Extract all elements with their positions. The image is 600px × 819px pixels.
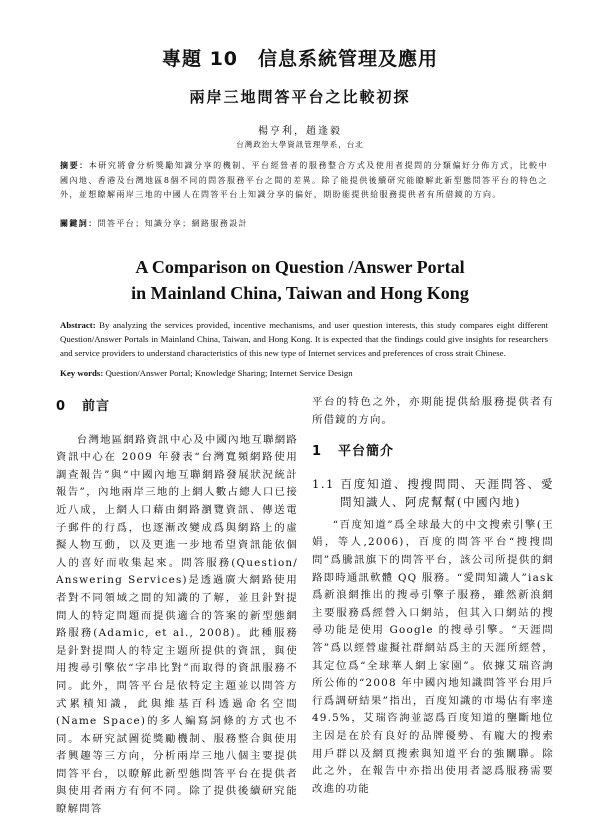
keywords-cn-text: 問答平台；知識分享；網路服務設計 (97, 219, 249, 228)
abstract-en-label: Abstract: (60, 320, 96, 330)
abstract-cn-text: 本研究將會分析獎勵知識分享的機制、平台經營者的服務整合方式及使用者提問的分類偏好分佈方式，比較中國內地、香港及台灣地區8個不同的問答服務平台之間的差異。除了能提供後續研究能瞭解此新型態問答平台的特色之外，並想瞭解兩岸三地的中國人在問答平台上知識分享的偏好，期盼能提供給服務提供者有所借鏡的方向。 (60, 161, 548, 199)
intro-paragraph: 台灣地區網路資訊中心及中國內地互聯網路資訊中心在 2009 年發表“台灣寬頻網路使用調查報告”與“中國內地互聯網路發展狀況統計報告”，內地兩岸三地的上網人數占總人口已接近八成，上網人口藉由網路瀏覽資訊、傳送電子郵件的行爲，也逐漸改變成爲與網路上的虛擬人物互動，以及更進一步地希望資訊能依個人的喜好而收集起來。問答服務(Question/ Answering Services)是透過廣大網路使用者對不同領域之間的知識的了解，並且針對提問人的特定問題而提供適合的答案的新型態網路服務(Adamic, et al., 2008)。此種服務是針對提問人的特定主題所提供的資訊，與使用搜尋引擎依“字串比對”而取得的資訊服務不同。此外，問答平台是依特定主題並以問答方式累積知識，此與維基百科透過命名空間(Name Space)的多人編寫詞條的方式也不同。本研究試圖從獎勵機制、服務整合與使用者興趣等三方向，分析兩岸三地八個主要提供問答平台，以瞭解此新型態問答平台在提供者與使用者兩方有何不同。除了提供後續研究能瞭解問答 (56, 433, 298, 816)
title-en-line1: A Comparison on Question /Answer Portal (135, 257, 465, 277)
keywords-en (60, 368, 353, 378)
subsection-number: 1.1 (312, 476, 335, 491)
section-number: 1 (312, 444, 323, 460)
abstract-cn (60, 158, 548, 203)
keywords-cn-label: 關鍵詞： (60, 218, 98, 228)
intro-paragraph-continued: 平台的特色之外，亦期能提供給服務提供者有所借鏡的方向。 (312, 396, 554, 426)
section-number: 0 (56, 399, 67, 414)
keywords-en-text: Question/Answer Portal; Knowledge Sharing; Internet Service Design (105, 368, 353, 378)
platform-paragraph: “百度知道”爲全球最大的中文搜索引擎(王娟，等人,2006)，百度的問答平台“搜搜問問”爲騰訊旗下的問答平台，該公司所提供的網路即時通訊軟體 QQ 服務。“愛問知識人”iask 爲新浪網推出的搜尋引擎子服務，雖然新浪網主要服務爲經營入口網站，但其入口網站的搜尋功能是使用 Google 的搜尋引擎。“天涯問答”爲以經營虛擬社群網站爲主的天涯所經營，其定位爲“全球華人網上家園”。依據艾瑞咨詢所公佈的“2008 年中國內地知識問答平台用戶行爲調研結果”指出，百度知識的市場佔有率達 49.5%，艾瑞咨詢並認爲百度知道的壟斷地位主因是在於有良好的品牌優勢、有龐大的搜索用戶群以及網頁搜索與知道平台的強關聯。除此之外，在報告中亦指出使用者認爲服務需要改進的功能 (312, 518, 554, 795)
section-1-heading (312, 443, 554, 461)
right-column (312, 394, 554, 798)
topic-heading (0, 44, 600, 71)
section-title: 平台簡介 (338, 444, 395, 460)
topic-number: 專題 10 (161, 48, 239, 70)
abstract-cn-label: 摘要： (60, 160, 89, 170)
subsection-title: 百度知道、搜搜問問、天涯問答、愛問知識人、阿虎幫幫(中國內地) (340, 476, 554, 509)
keywords-en-label: Key words: (60, 368, 104, 378)
subsection-1-1-heading (312, 475, 554, 511)
paper-title-cn: 兩岸三地問答平台之比較初探 (189, 88, 411, 106)
abstract-en-text: By analyzing the services provided, incentive mechanisms, and user question interests, this study compares eight different Question/Answer Portals in Mainland China, Taiwan, and Hong Kong. It is expected that the findings could give insights for researchers and service providers to understand characteristics of this new type of Internet services and preferences of cross strait Chinese. (60, 320, 548, 358)
section-0-heading (56, 398, 298, 416)
authors: 楊亨利，趙逢毅 (258, 126, 342, 137)
title-en-line2: in Mainland China, Taiwan and Hong Kong (131, 283, 469, 303)
topic-title: 信息系統管理及應用 (258, 48, 439, 70)
abstract-en (60, 318, 548, 360)
affiliation: 台灣政治大學資訊管理學系，台北 (236, 140, 364, 149)
paper-title-en (0, 254, 600, 306)
section-title: 前言 (82, 399, 111, 414)
keywords-cn (60, 218, 248, 229)
left-column (56, 398, 298, 819)
